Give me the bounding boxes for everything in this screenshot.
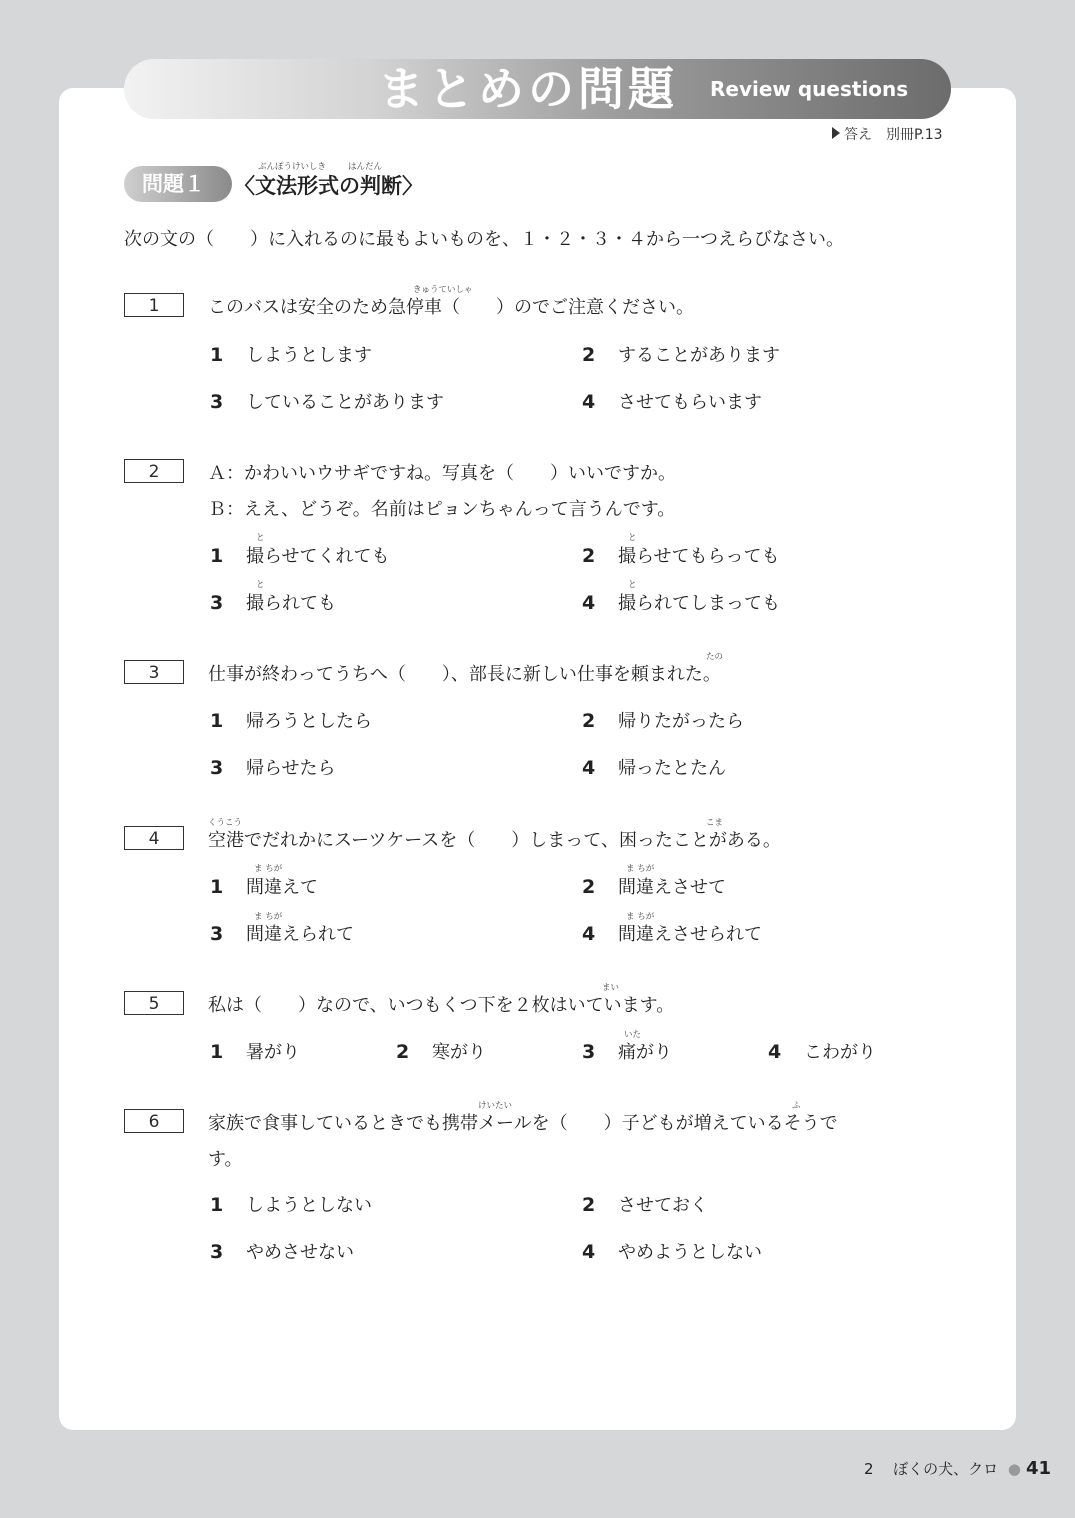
option: 2 撮らせてもらっても bbox=[582, 545, 780, 567]
option: 4 やめようとしない bbox=[582, 1241, 762, 1263]
answer-reference-text: 答え 別冊P.13 bbox=[844, 127, 943, 143]
question-text: Ａ：かわいいウサギですね。写真を（ ）いいですか。 bbox=[208, 463, 676, 484]
option: 2 帰りたがったら bbox=[582, 710, 744, 732]
option: 1 しようとしない bbox=[210, 1194, 372, 1216]
page-sheet bbox=[59, 88, 1016, 1430]
bullet-icon: ● bbox=[1007, 1460, 1021, 1478]
ruby: はんだん bbox=[348, 162, 383, 172]
question-text: このバスは安全のため急停車（ ）のでご注意ください。 bbox=[208, 297, 694, 318]
question-text: 私は（ ）なので、いつもくつ下を２枚はいています。 bbox=[208, 995, 675, 1016]
ruby: ぶんぽうけいしき bbox=[258, 162, 327, 172]
ruby: と bbox=[256, 580, 265, 590]
question-number-box: 3 bbox=[124, 660, 184, 684]
option: 4 間違えさせられて bbox=[582, 923, 762, 945]
ruby: まい bbox=[602, 983, 620, 993]
answer-reference bbox=[832, 124, 943, 144]
option: 4 させてもらいます bbox=[582, 391, 762, 413]
ruby: ま ちが bbox=[626, 912, 655, 922]
option: 3 間違えられて bbox=[210, 923, 354, 945]
option: 1 間違えて bbox=[210, 876, 318, 898]
question-number-box: 2 bbox=[124, 459, 184, 483]
ruby: けいたい bbox=[478, 1101, 513, 1111]
option: 3 していることがあります bbox=[210, 391, 444, 413]
ruby: たの bbox=[706, 652, 724, 662]
ruby: と bbox=[628, 580, 637, 590]
chapter-number: 2 bbox=[864, 1460, 874, 1478]
question-text: 家族で食事しているときでも携帯メールを（ ）子どもが増えているそうで bbox=[208, 1113, 838, 1134]
ruby: いた bbox=[624, 1030, 642, 1040]
option: 2 させておく bbox=[582, 1194, 708, 1216]
ruby: ふ bbox=[792, 1101, 801, 1111]
triangle-right-icon bbox=[832, 127, 840, 139]
ruby: きゅうていしゃ bbox=[413, 285, 473, 295]
question-text: す。 bbox=[208, 1149, 243, 1170]
ruby: と bbox=[628, 533, 637, 543]
option: 3 撮られても bbox=[210, 592, 336, 614]
section-title: 〈文法形式の判断〉 bbox=[234, 174, 423, 198]
question-text: 仕事が終わってうちへ（ ）、部長に新しい仕事を頼まれた。 bbox=[208, 664, 721, 685]
question-badge: 問題１ bbox=[124, 166, 232, 202]
option: 1 撮らせてくれても bbox=[210, 545, 390, 567]
ruby: くうこう bbox=[208, 818, 243, 828]
option: 2 間違えさせて bbox=[582, 876, 726, 898]
option: 2 寒がり bbox=[396, 1041, 486, 1063]
option: 4 撮られてしまっても bbox=[582, 592, 780, 614]
chapter-title: ぼくの犬、クロ bbox=[893, 1460, 999, 1478]
page-footer bbox=[864, 1458, 1051, 1479]
option: 4 帰ったとたん bbox=[582, 757, 726, 779]
option: 1 帰ろうとしたら bbox=[210, 710, 372, 732]
question-text: Ｂ：ええ、どうぞ。名前はピョンちゃんって言うんです。 bbox=[208, 499, 676, 520]
ruby: ま ちが bbox=[626, 864, 655, 874]
option: 4 こわがり bbox=[768, 1041, 876, 1063]
page-number: 41 bbox=[1026, 1458, 1052, 1479]
ruby: こま bbox=[706, 818, 724, 828]
option: 1 暑がり bbox=[210, 1041, 300, 1063]
option: 3 やめさせない bbox=[210, 1241, 354, 1263]
option: 3 帰らせたら bbox=[210, 757, 336, 779]
question-text: 空港でだれかにスーツケースを（ ）しまって、困ったことがある。 bbox=[208, 830, 781, 851]
option: 1 しようとします bbox=[210, 344, 372, 366]
ruby: と bbox=[256, 533, 265, 543]
ruby: ま ちが bbox=[254, 864, 283, 874]
question-number-box: 6 bbox=[124, 1109, 184, 1133]
instruction: 次の文の（ ）に入れるのに最もよいものを、１・２・３・４から一つえらびなさい。 bbox=[124, 229, 844, 250]
option: 2 することがあります bbox=[582, 344, 780, 366]
page-subtitle: Review questions bbox=[710, 77, 909, 101]
page-title: まとめの問題 bbox=[378, 62, 678, 116]
question-number-box: 4 bbox=[124, 826, 184, 850]
question-number-box: 1 bbox=[124, 293, 184, 317]
question-number-box: 5 bbox=[124, 991, 184, 1015]
option: 3 痛がり bbox=[582, 1041, 672, 1063]
ruby: ま ちが bbox=[254, 912, 283, 922]
